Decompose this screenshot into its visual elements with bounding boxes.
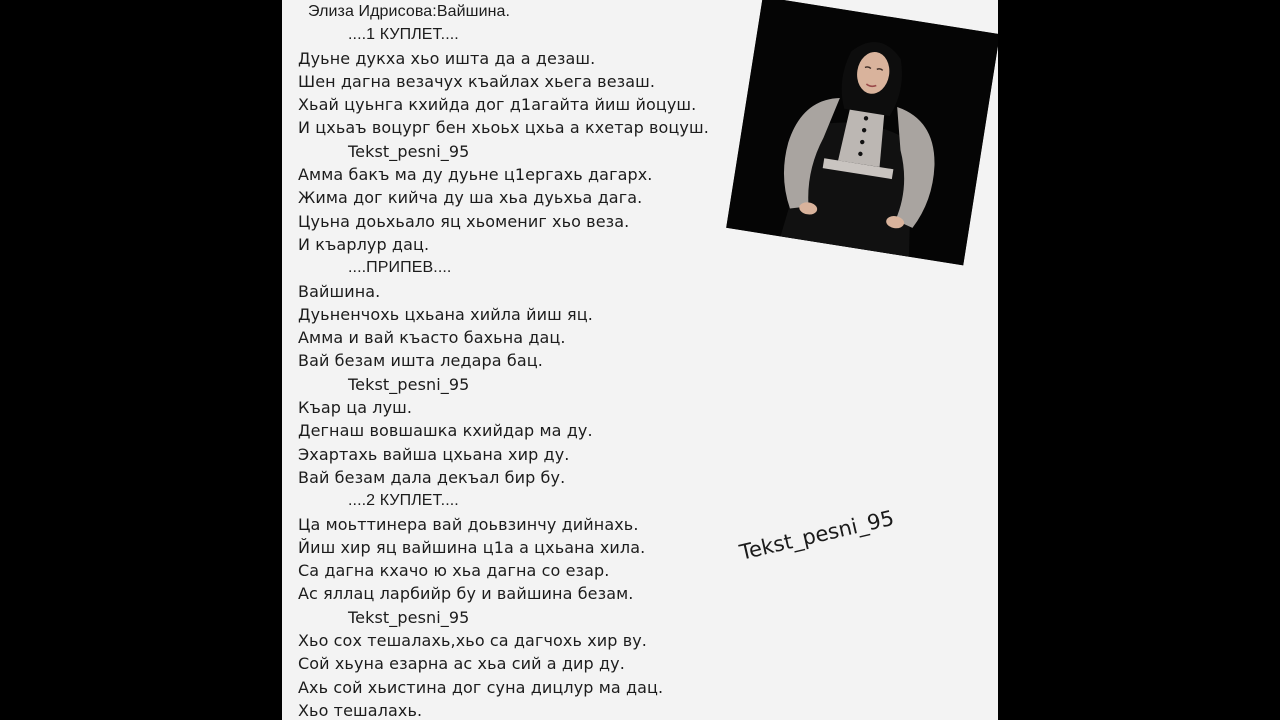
verse-1-heading: ....1 КУПЛЕТ.... xyxy=(348,26,459,44)
inline-watermark: Tekst_pesni_95 xyxy=(348,374,470,394)
lyric-line: Хьо сох тешалахь,хьо са дагчохь хир ву. xyxy=(298,631,647,651)
lyric-line: Вайшина. xyxy=(298,281,381,301)
lyric-line: Ца моьттинера вай доьвзинчу дийнахь. xyxy=(298,514,639,534)
lyric-line: И къарлур дац. xyxy=(298,234,430,254)
chorus-heading: ....ПРИПЕВ.... xyxy=(348,259,452,277)
lyric-line: Сой хьуна езарна ас хьа сий а дир ду. xyxy=(298,654,625,674)
inline-watermark: Tekst_pesni_95 xyxy=(348,141,470,161)
lyric-line: Дуьне дукха хьо ишта да а дезаш. xyxy=(298,48,596,68)
lyrics-page xyxy=(282,0,998,720)
lyric-line: Ас яллац ларбийр бу и вайшина безам. xyxy=(298,584,634,604)
lyric-line: Шен дагна везачух къайлах хьега везаш. xyxy=(298,71,656,91)
lyric-line: Дуьненчохь цхьана хийла йиш яц. xyxy=(298,304,593,324)
lyric-line: Вай безам дала декъал бир бу. xyxy=(298,467,566,487)
watermark-text: Tekst_pesni_95 xyxy=(737,505,897,565)
lyrics-block xyxy=(298,0,768,720)
lyric-line: Йиш хир яц вайшина ц1а а цхьана хила. xyxy=(298,537,646,557)
singer-photo xyxy=(726,0,998,265)
lyric-line: Цуьна доьхьало яц хьомениг хьо веза. xyxy=(298,211,630,231)
lyric-line: Дегнаш вовшашка кхийдар ма ду. xyxy=(298,421,593,441)
singer-illustration xyxy=(726,0,998,265)
lyric-line: Хьай цуьнга кхийда дог д1агайта йиш йоцуш. xyxy=(298,95,697,115)
song-title: Элиза Идрисова:Вайшина. xyxy=(308,3,511,20)
lyric-line: Амма и вай къасто бахьна дац. xyxy=(298,328,566,348)
lyric-line: Амма бакъ ма ду дуьне ц1ергахь дагарх. xyxy=(298,165,653,185)
lyric-line: Жима дог кийча ду ша хьа дуьхьа дага. xyxy=(298,188,643,208)
lyric-line: Хьо тешалахь. xyxy=(298,700,423,720)
lyric-line: И цхьаъ воцург бен хьоьх цхьа а кхетар воцуш. xyxy=(298,118,709,138)
lyric-line: Къар ца луш. xyxy=(298,398,413,418)
verse-2-heading: ....2 КУПЛЕТ.... xyxy=(348,492,459,510)
lyric-line: Са дагна кхачо ю хьа дагна со езар. xyxy=(298,561,610,581)
inline-watermark: Tekst_pesni_95 xyxy=(348,607,470,627)
lyric-line: Ахь сой хьистина дог суна дицлур ма дац. xyxy=(298,677,664,697)
lyric-line: Вай безам ишта ледара бац. xyxy=(298,351,543,371)
lyric-line: Эхартахь вайша цхьана хир ду. xyxy=(298,444,570,464)
